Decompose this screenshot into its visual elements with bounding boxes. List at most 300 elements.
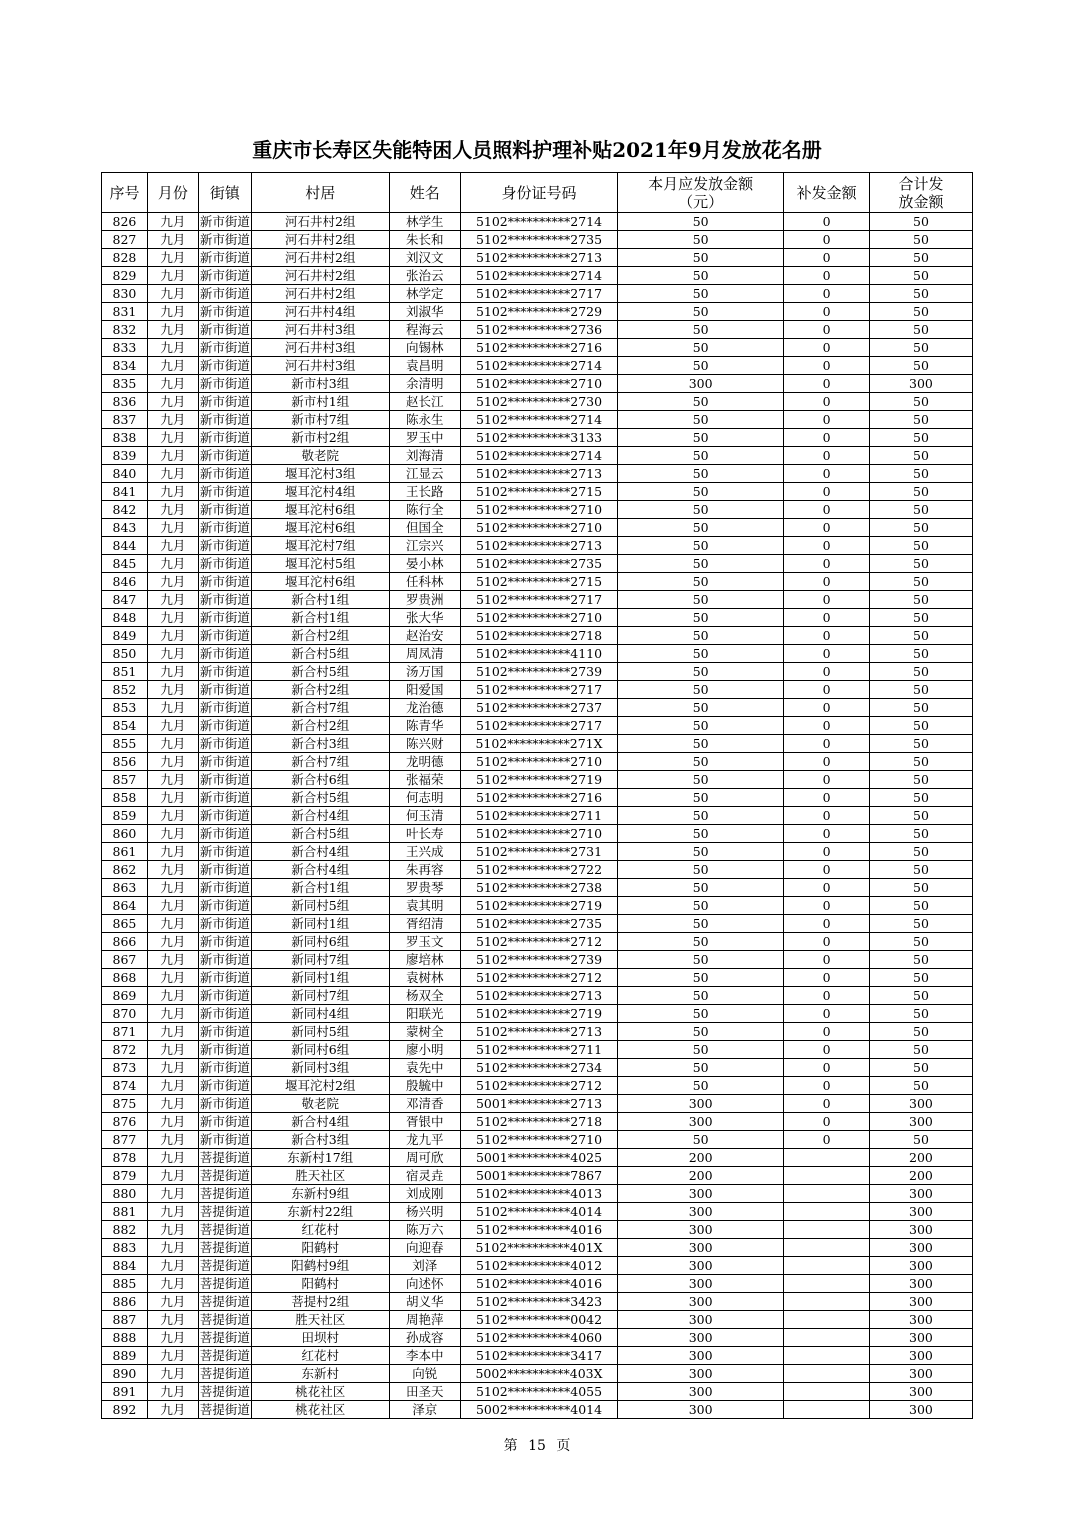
- cell-name: 杨双全: [389, 987, 460, 1005]
- cell-amount-due: 50: [618, 789, 784, 807]
- cell-name: 王长路: [389, 483, 460, 501]
- cell-village: 阳鹤村: [251, 1239, 389, 1257]
- cell-street: 新市街道: [199, 268, 250, 283]
- cell-total: 50: [869, 717, 972, 735]
- cell-name: 刘海清: [389, 447, 460, 465]
- cell-total: 50: [869, 1131, 972, 1149]
- cell-supplement: 0: [784, 1005, 870, 1023]
- cell-index: 888: [102, 1329, 148, 1347]
- cell-id-number: 5102**********2715: [460, 483, 617, 501]
- cell-village: 新合村7组: [251, 753, 389, 771]
- col-header: 本月应发放金额（元）: [618, 173, 784, 213]
- cell-name: 何志明: [389, 789, 460, 807]
- cell-name: 龙明德: [389, 753, 460, 771]
- cell-id-number: 5002**********4014: [460, 1401, 617, 1419]
- cell-index: 886: [102, 1293, 148, 1311]
- cell-id-number: 5102**********4012: [460, 1257, 617, 1275]
- cell-index: 859: [102, 807, 148, 825]
- cell-total: 300: [869, 1401, 972, 1419]
- cell-amount-due: 50: [618, 645, 784, 663]
- table-row: [102, 933, 973, 951]
- cell-amount-due: 50: [618, 753, 784, 771]
- cell-supplement: 0: [784, 375, 870, 393]
- cell-amount-due: 50: [618, 501, 784, 519]
- cell-street: 菩提街道: [199, 1330, 250, 1345]
- cell-village: 新合村1组: [251, 591, 389, 609]
- cell-month: 九月: [147, 771, 198, 789]
- col-header: 村居: [251, 173, 389, 213]
- table-row: [102, 681, 973, 699]
- cell-village: 新合村6组: [251, 771, 389, 789]
- cell-amount-due: 50: [618, 321, 784, 339]
- cell-index: 884: [102, 1257, 148, 1275]
- cell-total: 50: [869, 861, 972, 879]
- cell-supplement: 0: [784, 231, 870, 249]
- cell-total: 50: [869, 429, 972, 447]
- cell-street: 新市街道: [199, 538, 250, 553]
- cell-total: 50: [869, 339, 972, 357]
- cell-name: 罗玉中: [389, 429, 460, 447]
- cell-id-number: 5102**********2717: [460, 591, 617, 609]
- table-row: [102, 789, 973, 807]
- cell-total: 50: [869, 267, 972, 285]
- cell-index: 873: [102, 1059, 148, 1077]
- cell-month: 九月: [147, 1311, 198, 1329]
- cell-name: 刘淑华: [389, 303, 460, 321]
- cell-name: 田圣天: [389, 1383, 460, 1401]
- cell-id-number: 5102**********271X: [460, 735, 617, 753]
- cell-total: 300: [869, 1239, 972, 1257]
- cell-street: 新市街道: [199, 286, 250, 301]
- cell-amount-due: 50: [618, 411, 784, 429]
- cell-index: 869: [102, 987, 148, 1005]
- cell-street: 新市街道: [199, 988, 250, 1003]
- table-row: [102, 1095, 973, 1113]
- cell-street: 菩提街道: [199, 1240, 250, 1255]
- cell-month: 九月: [147, 1167, 198, 1185]
- roster-table: [101, 172, 973, 1419]
- cell-street: 新市街道: [199, 358, 250, 373]
- cell-name: 蒙树全: [389, 1023, 460, 1041]
- cell-amount-due: 50: [618, 861, 784, 879]
- table-row: [102, 537, 973, 555]
- cell-total: 50: [869, 537, 972, 555]
- cell-month: 九月: [147, 1203, 198, 1221]
- cell-amount-due: 50: [618, 591, 784, 609]
- cell-total: 50: [869, 807, 972, 825]
- cell-supplement: 0: [784, 735, 870, 753]
- cell-name: 赵长江: [389, 393, 460, 411]
- cell-id-number: 5002**********403X: [460, 1365, 617, 1383]
- page-number: 15: [528, 1438, 546, 1454]
- cell-name: 周可欣: [389, 1149, 460, 1167]
- cell-name: 周凤清: [389, 645, 460, 663]
- cell-village: 新合村7组: [251, 699, 389, 717]
- cell-id-number: 5102**********2718: [460, 1113, 617, 1131]
- cell-amount-due: 300: [618, 1401, 784, 1419]
- cell-supplement: 0: [784, 1077, 870, 1095]
- cell-total: 50: [869, 789, 972, 807]
- cell-amount-due: 50: [618, 267, 784, 285]
- cell-index: 845: [102, 555, 148, 573]
- cell-month: 九月: [147, 573, 198, 591]
- table-row: [102, 861, 973, 879]
- cell-amount-due: 300: [618, 1275, 784, 1293]
- cell-month: 九月: [147, 501, 198, 519]
- cell-total: 50: [869, 501, 972, 519]
- cell-month: 九月: [147, 465, 198, 483]
- cell-supplement: 0: [784, 681, 870, 699]
- cell-index: 852: [102, 681, 148, 699]
- cell-id-number: 5102**********2712: [460, 1077, 617, 1095]
- cell-total: 50: [869, 933, 972, 951]
- cell-id-number: 5102**********4110: [460, 645, 617, 663]
- cell-village: 胜天社区: [251, 1167, 389, 1185]
- cell-name: 胥绍清: [389, 915, 460, 933]
- cell-amount-due: 50: [618, 483, 784, 501]
- table-row: [102, 825, 973, 843]
- cell-street: 菩提街道: [199, 1258, 250, 1273]
- cell-index: 828: [102, 249, 148, 267]
- cell-supplement: 0: [784, 969, 870, 987]
- cell-supplement: 0: [784, 951, 870, 969]
- cell-name: 罗玉文: [389, 933, 460, 951]
- cell-village: 新合村2组: [251, 717, 389, 735]
- cell-supplement: 0: [784, 771, 870, 789]
- cell-id-number: 5001**********2713: [460, 1095, 617, 1113]
- cell-street: 新市街道: [199, 970, 250, 985]
- cell-id-number: 5102**********2738: [460, 879, 617, 897]
- cell-supplement: 0: [784, 1113, 870, 1131]
- cell-village: 新市村2组: [251, 429, 389, 447]
- table-row: [102, 267, 973, 285]
- cell-name: 程海云: [389, 321, 460, 339]
- cell-total: 300: [869, 1329, 972, 1347]
- cell-name: 刘汉文: [389, 249, 460, 267]
- cell-month: 九月: [147, 375, 198, 393]
- cell-month: 九月: [147, 231, 198, 249]
- cell-village: 新市村1组: [251, 393, 389, 411]
- cell-village: 河石井村2组: [251, 285, 389, 303]
- cell-month: 九月: [147, 681, 198, 699]
- cell-village: 新合村4组: [251, 1113, 389, 1131]
- page-title: 重庆市长寿区失能特困人员照料护理补贴2021年9月发放花名册: [252, 138, 822, 162]
- cell-supplement: [784, 1239, 870, 1257]
- cell-supplement: 0: [784, 591, 870, 609]
- cell-index: 887: [102, 1311, 148, 1329]
- cell-supplement: 0: [784, 987, 870, 1005]
- cell-month: 九月: [147, 1383, 198, 1401]
- cell-id-number: 5102**********3133: [460, 429, 617, 447]
- cell-total: 300: [869, 1383, 972, 1401]
- cell-id-number: 5102**********2710: [460, 609, 617, 627]
- cell-name: 宿灵垚: [389, 1167, 460, 1185]
- table-row: [102, 1077, 973, 1095]
- cell-amount-due: 50: [618, 429, 784, 447]
- cell-name: 向锐: [389, 1365, 460, 1383]
- cell-index: 883: [102, 1239, 148, 1257]
- cell-amount-due: 50: [618, 717, 784, 735]
- cell-street: 新市街道: [199, 448, 250, 463]
- cell-amount-due: 50: [618, 339, 784, 357]
- table-row: [102, 411, 973, 429]
- cell-supplement: 0: [784, 699, 870, 717]
- cell-supplement: 0: [784, 303, 870, 321]
- cell-index: 881: [102, 1203, 148, 1221]
- cell-id-number: 5102**********2715: [460, 573, 617, 591]
- cell-street: 新市街道: [199, 412, 250, 427]
- cell-index: 838: [102, 429, 148, 447]
- cell-street: 新市街道: [199, 556, 250, 571]
- cell-index: 868: [102, 969, 148, 987]
- cell-supplement: 0: [784, 807, 870, 825]
- cell-index: 855: [102, 735, 148, 753]
- cell-street: 新市街道: [199, 772, 250, 787]
- cell-index: 857: [102, 771, 148, 789]
- cell-index: 849: [102, 627, 148, 645]
- cell-month: 九月: [147, 609, 198, 627]
- cell-amount-due: 50: [618, 357, 784, 375]
- cell-name: 胡义华: [389, 1293, 460, 1311]
- cell-supplement: 0: [784, 915, 870, 933]
- cell-street: 菩提街道: [199, 1150, 250, 1165]
- cell-index: 875: [102, 1095, 148, 1113]
- cell-street: 新市街道: [199, 214, 250, 229]
- cell-id-number: 5001**********4025: [460, 1149, 617, 1167]
- cell-total: 300: [869, 1095, 972, 1113]
- cell-index: 891: [102, 1383, 148, 1401]
- cell-index: 832: [102, 321, 148, 339]
- cell-month: 九月: [147, 1059, 198, 1077]
- cell-name: 晏小林: [389, 555, 460, 573]
- table-row: [102, 231, 973, 249]
- cell-index: 844: [102, 537, 148, 555]
- cell-amount-due: 50: [618, 933, 784, 951]
- cell-total: 50: [869, 573, 972, 591]
- cell-street: 菩提街道: [199, 1276, 250, 1291]
- cell-street: 新市街道: [199, 898, 250, 913]
- cell-village: 新合村3组: [251, 1131, 389, 1149]
- cell-amount-due: 50: [618, 825, 784, 843]
- cell-index: 863: [102, 879, 148, 897]
- cell-street: 新市街道: [199, 1132, 250, 1147]
- cell-village: 新合村4组: [251, 861, 389, 879]
- cell-name: 邓清香: [389, 1095, 460, 1113]
- cell-supplement: 0: [784, 483, 870, 501]
- table-row: [102, 915, 973, 933]
- cell-supplement: 0: [784, 573, 870, 591]
- cell-total: 50: [869, 1005, 972, 1023]
- cell-total: 300: [869, 1311, 972, 1329]
- cell-name: 赵治安: [389, 627, 460, 645]
- table-row: [102, 807, 973, 825]
- cell-month: 九月: [147, 411, 198, 429]
- table-row: [102, 1329, 973, 1347]
- cell-supplement: 0: [784, 1095, 870, 1113]
- cell-index: 839: [102, 447, 148, 465]
- cell-village: 新同村5组: [251, 897, 389, 915]
- cell-amount-due: 300: [618, 1185, 784, 1203]
- col-header: 补发金额: [784, 173, 870, 213]
- col-header: 月份: [147, 173, 198, 213]
- cell-id-number: 5102**********2713: [460, 1023, 617, 1041]
- cell-id-number: 5102**********2710: [460, 519, 617, 537]
- table-row: [102, 879, 973, 897]
- cell-supplement: [784, 1347, 870, 1365]
- cell-total: 300: [869, 1113, 972, 1131]
- cell-supplement: 0: [784, 1131, 870, 1149]
- table-row: [102, 519, 973, 537]
- cell-village: 新同村7组: [251, 951, 389, 969]
- cell-month: 九月: [147, 1347, 198, 1365]
- cell-total: 50: [869, 627, 972, 645]
- cell-village: 河石井村2组: [251, 267, 389, 285]
- col-header: 序号: [102, 173, 148, 213]
- cell-total: 50: [869, 681, 972, 699]
- cell-supplement: [784, 1221, 870, 1239]
- table-row: [102, 1167, 973, 1185]
- cell-street: 新市街道: [199, 1006, 250, 1021]
- cell-total: 300: [869, 375, 972, 393]
- cell-amount-due: 300: [618, 1095, 784, 1113]
- cell-index: 878: [102, 1149, 148, 1167]
- cell-village: 新同村1组: [251, 969, 389, 987]
- cell-month: 九月: [147, 843, 198, 861]
- cell-month: 九月: [147, 627, 198, 645]
- cell-id-number: 5102**********4013: [460, 1185, 617, 1203]
- cell-id-number: 5102**********2710: [460, 825, 617, 843]
- cell-index: 848: [102, 609, 148, 627]
- cell-supplement: 0: [784, 321, 870, 339]
- cell-amount-due: 50: [618, 1023, 784, 1041]
- cell-month: 九月: [147, 1239, 198, 1257]
- cell-street: 新市街道: [199, 844, 250, 859]
- table-row: [102, 1293, 973, 1311]
- cell-amount-due: 300: [618, 1239, 784, 1257]
- table-row: [102, 357, 973, 375]
- cell-name: 向锡林: [389, 339, 460, 357]
- cell-amount-due: 50: [618, 843, 784, 861]
- col-header: 合计发放金额: [869, 173, 972, 213]
- footer-prefix: 第: [503, 1438, 518, 1454]
- cell-amount-due: 50: [618, 465, 784, 483]
- table-row: [102, 735, 973, 753]
- cell-id-number: 5102**********2713: [460, 249, 617, 267]
- cell-name: 张治云: [389, 267, 460, 285]
- cell-amount-due: 300: [618, 375, 784, 393]
- table-row: [102, 1311, 973, 1329]
- cell-month: 九月: [147, 1149, 198, 1167]
- cell-amount-due: 300: [618, 1365, 784, 1383]
- cell-id-number: 5102**********2717: [460, 285, 617, 303]
- cell-supplement: 0: [784, 753, 870, 771]
- cell-total: 50: [869, 879, 972, 897]
- cell-total: 50: [869, 897, 972, 915]
- table-row: [102, 465, 973, 483]
- cell-village: 桃花社区: [251, 1383, 389, 1401]
- cell-name: 廖小明: [389, 1041, 460, 1059]
- table-row: [102, 1347, 973, 1365]
- cell-name: 龙治德: [389, 699, 460, 717]
- cell-month: 九月: [147, 807, 198, 825]
- cell-street: 菩提街道: [199, 1384, 250, 1399]
- table-row: [102, 573, 973, 591]
- cell-name: 阳联光: [389, 1005, 460, 1023]
- cell-street: 新市街道: [199, 592, 250, 607]
- cell-street: 新市街道: [199, 808, 250, 823]
- table-row: [102, 699, 973, 717]
- cell-total: 50: [869, 987, 972, 1005]
- cell-amount-due: 50: [618, 771, 784, 789]
- cell-village: 堰耳沱村6组: [251, 519, 389, 537]
- cell-month: 九月: [147, 1023, 198, 1041]
- cell-supplement: [784, 1401, 870, 1419]
- table-row: [102, 843, 973, 861]
- cell-supplement: [784, 1275, 870, 1293]
- cell-index: 834: [102, 357, 148, 375]
- cell-amount-due: 50: [618, 969, 784, 987]
- cell-month: 九月: [147, 861, 198, 879]
- cell-street: 新市街道: [199, 376, 250, 391]
- cell-supplement: [784, 1149, 870, 1167]
- cell-index: 842: [102, 501, 148, 519]
- cell-total: 50: [869, 465, 972, 483]
- cell-name: 孙成容: [389, 1329, 460, 1347]
- cell-total: 50: [869, 951, 972, 969]
- cell-village: 新市村3组: [251, 375, 389, 393]
- cell-street: 新市街道: [199, 880, 250, 895]
- cell-name: 汤万国: [389, 663, 460, 681]
- cell-total: 300: [869, 1365, 972, 1383]
- cell-amount-due: 50: [618, 1077, 784, 1095]
- cell-month: 九月: [147, 537, 198, 555]
- cell-name: 但国全: [389, 519, 460, 537]
- cell-street: 新市街道: [199, 430, 250, 445]
- cell-village: 敬老院: [251, 447, 389, 465]
- table-row: [102, 1185, 973, 1203]
- cell-street: 菩提街道: [199, 1186, 250, 1201]
- cell-total: 50: [869, 825, 972, 843]
- cell-street: 新市街道: [199, 466, 250, 481]
- cell-supplement: 0: [784, 465, 870, 483]
- cell-street: 新市街道: [199, 862, 250, 877]
- cell-id-number: 5102**********2712: [460, 969, 617, 987]
- cell-amount-due: 50: [618, 897, 784, 915]
- cell-name: 罗贵洲: [389, 591, 460, 609]
- cell-street: 新市街道: [199, 826, 250, 841]
- cell-month: 九月: [147, 645, 198, 663]
- cell-supplement: 0: [784, 447, 870, 465]
- cell-amount-due: 50: [618, 519, 784, 537]
- table-row: [102, 285, 973, 303]
- cell-id-number: 5102**********3417: [460, 1347, 617, 1365]
- cell-index: 860: [102, 825, 148, 843]
- cell-total: 50: [869, 663, 972, 681]
- cell-month: 九月: [147, 897, 198, 915]
- table-row: [102, 213, 973, 231]
- cell-month: 九月: [147, 393, 198, 411]
- cell-amount-due: 50: [618, 987, 784, 1005]
- cell-index: 874: [102, 1077, 148, 1095]
- cell-index: 851: [102, 663, 148, 681]
- cell-amount-due: 50: [618, 213, 784, 231]
- cell-month: 九月: [147, 357, 198, 375]
- cell-village: 堰耳沱村4组: [251, 483, 389, 501]
- cell-village: 桃花社区: [251, 1401, 389, 1419]
- cell-id-number: 5102**********3423: [460, 1293, 617, 1311]
- cell-village: 新合村2组: [251, 681, 389, 699]
- cell-village: 河石井村2组: [251, 231, 389, 249]
